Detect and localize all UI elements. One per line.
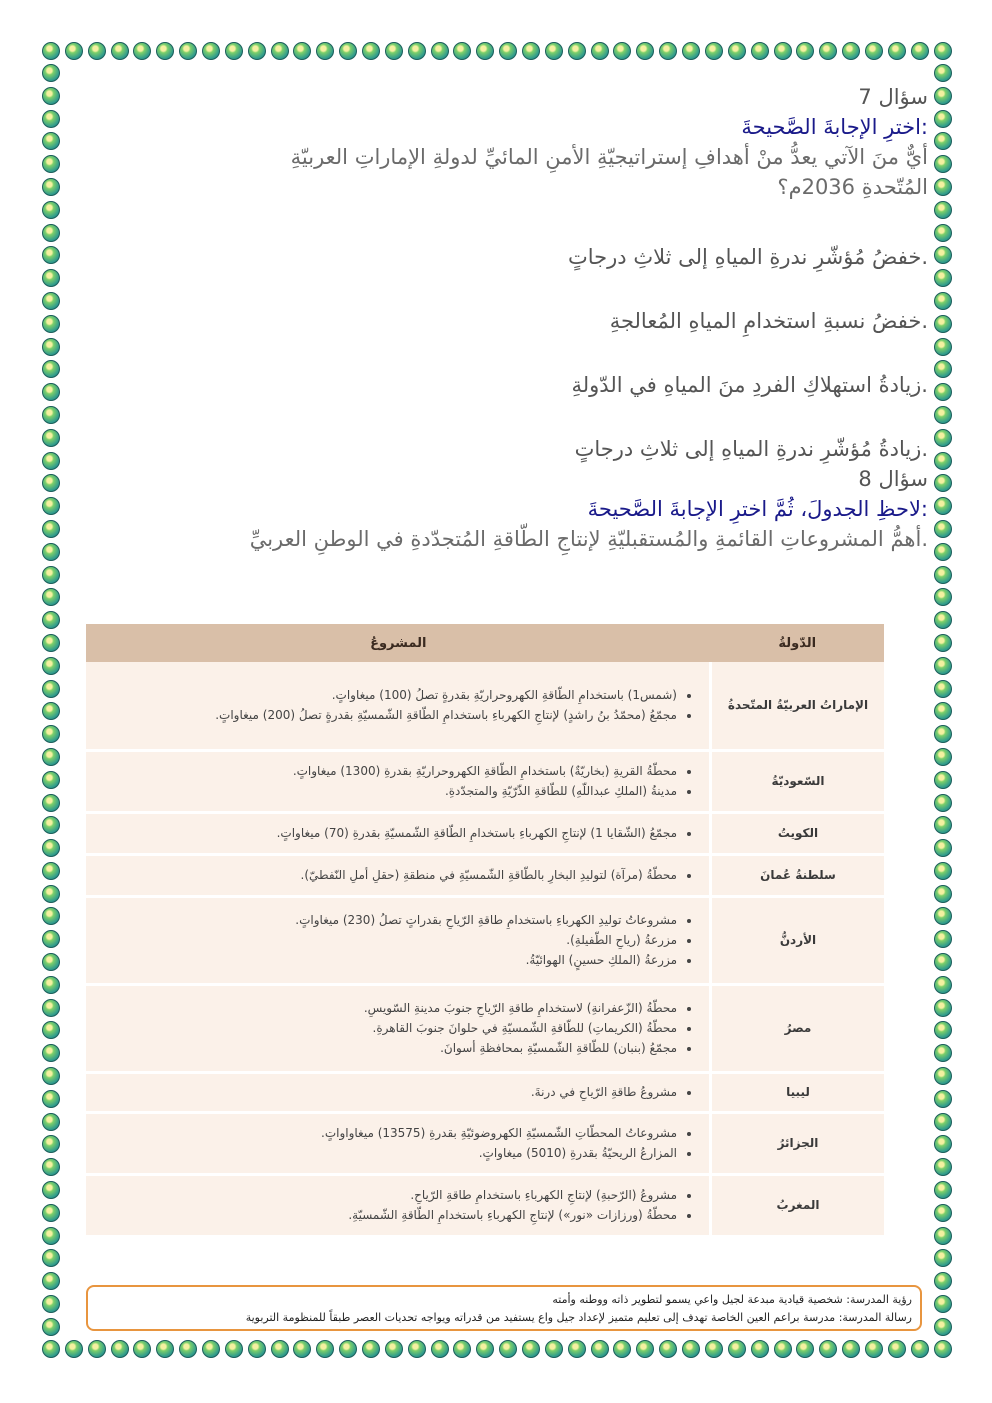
globe-icon bbox=[248, 1340, 266, 1358]
globe-icon bbox=[42, 680, 60, 698]
globe-icon bbox=[934, 1227, 952, 1245]
globe-icon bbox=[476, 1340, 494, 1358]
globe-icon bbox=[42, 155, 60, 173]
globe-icon bbox=[934, 1113, 952, 1131]
globe-icon bbox=[293, 42, 311, 60]
globe-icon bbox=[934, 748, 952, 766]
globe-icon bbox=[42, 816, 60, 834]
question-7-instruction: :اخترِ الإجابةَ الصَّحيحةَ bbox=[741, 115, 928, 139]
project-item: • محطّةُ (مرآة) لتوليدِ البخارِ بالطّاقةِ الشّمسيّةِ في منطقةِ (حقلِ أملِ النّفطيّ). bbox=[96, 865, 677, 885]
globe-icon bbox=[934, 1090, 952, 1108]
project-item: • مزرعةُ (الملكِ حسينٍ) الهوائيّةُ. bbox=[96, 950, 677, 970]
globe-icon bbox=[934, 1249, 952, 1267]
globe-icon bbox=[42, 269, 60, 287]
globe-icon bbox=[591, 1340, 609, 1358]
globe-icon bbox=[42, 246, 60, 264]
globe-icon bbox=[42, 1340, 60, 1358]
globe-icon bbox=[522, 1340, 540, 1358]
table-cell-country: سلطنةُ عُمانَ bbox=[711, 854, 885, 896]
globe-icon bbox=[934, 1044, 952, 1062]
table-row bbox=[86, 854, 884, 896]
header-country: الدّولةُ bbox=[711, 624, 885, 662]
globe-icon bbox=[796, 42, 814, 60]
globe-icon bbox=[42, 976, 60, 994]
globe-icon bbox=[934, 1318, 952, 1336]
border-left bbox=[42, 64, 60, 1336]
globe-icon bbox=[659, 1340, 677, 1358]
table-cell-project bbox=[86, 1112, 711, 1174]
globe-icon bbox=[819, 42, 837, 60]
globe-icon bbox=[453, 1340, 471, 1358]
globe-icon bbox=[934, 292, 952, 310]
table-cell-project bbox=[86, 1174, 711, 1236]
globe-icon bbox=[568, 1340, 586, 1358]
question-7-option-1[interactable]: .خفضُ مُؤشّرِ ندرةِ المياهِ إلى ثلاثِ درجاتٍ bbox=[568, 245, 928, 269]
globe-icon bbox=[42, 42, 60, 60]
globe-icon bbox=[796, 1340, 814, 1358]
project-item: • مدينةُ (الملكِ عبداللّهِ) للطّاقةِ الذّرّيّةِ والمتجدّدةِ. bbox=[96, 781, 677, 801]
border-bottom bbox=[42, 1340, 952, 1358]
table-cell-country: الإماراتُ العربيّةُ المتّحدةُ bbox=[711, 662, 885, 750]
project-item: • مشروعاتُ المحطّاتِ الشّمسيّةِ الكهروضوئيّةِ بقدرةِ (13575) ميغاواواتٍ. bbox=[96, 1123, 677, 1143]
globe-icon bbox=[934, 907, 952, 925]
globe-icon bbox=[545, 1340, 563, 1358]
question-8-instruction: :لاحظِ الجدولَ، ثُمَّ اخترِ الإجابةَ الصَّحيحةَ bbox=[587, 497, 928, 521]
table-row bbox=[86, 812, 884, 854]
project-item: • (شمس1) باستخدامِ الطّاقةِ الكهروحراريّةِ بقدرةٍ تصلُ (100) ميغاواتٍ. bbox=[96, 685, 677, 705]
globe-icon bbox=[545, 42, 563, 60]
globe-icon bbox=[613, 1340, 631, 1358]
globe-icon bbox=[316, 42, 334, 60]
project-item: • مشروعُ (الرّحبةِ) لإنتاجِ الكهرباءِ باستخدامِ طاقةِ الرّياحِ. bbox=[96, 1185, 677, 1205]
globe-icon bbox=[42, 748, 60, 766]
globe-icon bbox=[934, 634, 952, 652]
globe-icon bbox=[339, 42, 357, 60]
project-list bbox=[96, 998, 695, 1058]
globe-icon bbox=[568, 42, 586, 60]
globe-icon bbox=[42, 315, 60, 333]
table-cell-country: ليبيا bbox=[711, 1072, 885, 1112]
table-cell-country: السّعوديّةُ bbox=[711, 750, 885, 812]
globe-icon bbox=[728, 1340, 746, 1358]
globe-icon bbox=[934, 429, 952, 447]
table-cell-country: الكويتُ bbox=[711, 812, 885, 854]
globe-icon bbox=[934, 953, 952, 971]
globe-icon bbox=[728, 42, 746, 60]
globe-icon bbox=[362, 42, 380, 60]
globe-icon bbox=[636, 42, 654, 60]
globe-icon bbox=[42, 201, 60, 219]
globe-icon bbox=[934, 816, 952, 834]
globe-icon bbox=[133, 1340, 151, 1358]
globe-icon bbox=[934, 520, 952, 538]
globe-icon bbox=[819, 1340, 837, 1358]
globe-icon bbox=[934, 725, 952, 743]
table-row bbox=[86, 662, 884, 750]
globe-icon bbox=[42, 429, 60, 447]
globe-icon bbox=[42, 452, 60, 470]
globe-icon bbox=[42, 1158, 60, 1176]
globe-icon bbox=[499, 42, 517, 60]
globe-icon bbox=[42, 110, 60, 128]
globe-icon bbox=[42, 794, 60, 812]
table-row bbox=[86, 1112, 884, 1174]
globe-icon bbox=[934, 611, 952, 629]
globe-icon bbox=[42, 1113, 60, 1131]
globe-icon bbox=[42, 1295, 60, 1313]
project-list bbox=[96, 1185, 695, 1225]
globe-icon bbox=[202, 42, 220, 60]
globe-icon bbox=[934, 566, 952, 584]
globe-icon bbox=[42, 611, 60, 629]
table-cell-country: المغربُ bbox=[711, 1174, 885, 1236]
globe-icon bbox=[934, 338, 952, 356]
globe-icon bbox=[751, 42, 769, 60]
globe-icon bbox=[42, 87, 60, 105]
project-item: • محطّةُ القريةِ (بخاريّةٌ) باستخدامِ الطّاقةِ الكهروحراريّةِ بقدرةِ (1300) ميغاواتٍ. bbox=[96, 761, 677, 781]
globe-icon bbox=[431, 1340, 449, 1358]
globe-icon bbox=[362, 1340, 380, 1358]
globe-icon bbox=[774, 42, 792, 60]
globe-icon bbox=[934, 999, 952, 1017]
project-item: • المزارعُ الريحيّةُ بقدرةِ (5010) ميغاواتٍ. bbox=[96, 1143, 677, 1163]
project-item: • مجمّعُ (محمّدُ بنُ راشدٍ) لإنتاجِ الكهرباءِ باستخدامِ الطّاقةِ الشّمسيّةِ بقدرةٍ تصلُ (200) ميغاواتٍ. bbox=[96, 705, 677, 725]
globe-icon bbox=[339, 1340, 357, 1358]
globe-icon bbox=[248, 42, 266, 60]
globe-icon bbox=[42, 907, 60, 925]
globe-icon bbox=[65, 42, 83, 60]
globe-icon bbox=[934, 132, 952, 150]
globe-icon bbox=[934, 930, 952, 948]
globe-icon bbox=[934, 976, 952, 994]
globe-icon bbox=[42, 1318, 60, 1336]
question-8-number: سؤال 8 bbox=[858, 467, 928, 491]
globe-icon bbox=[156, 1340, 174, 1358]
globe-icon bbox=[42, 1227, 60, 1245]
globe-icon bbox=[271, 1340, 289, 1358]
globe-icon bbox=[682, 1340, 700, 1358]
table-cell-project bbox=[86, 750, 711, 812]
globe-icon bbox=[934, 862, 952, 880]
project-list bbox=[96, 823, 695, 843]
globe-icon bbox=[42, 657, 60, 675]
globe-icon bbox=[934, 1272, 952, 1290]
globe-icon bbox=[934, 224, 952, 242]
header-project: المشروعُ bbox=[86, 624, 711, 662]
globe-icon bbox=[179, 42, 197, 60]
globe-icon bbox=[42, 338, 60, 356]
globe-icon bbox=[42, 497, 60, 515]
globe-icon bbox=[476, 42, 494, 60]
globe-icon bbox=[42, 566, 60, 584]
table-cell-project bbox=[86, 812, 711, 854]
border-right bbox=[934, 64, 952, 1336]
globe-icon bbox=[934, 452, 952, 470]
globe-icon bbox=[934, 315, 952, 333]
globe-icon bbox=[705, 1340, 723, 1358]
globe-icon bbox=[42, 1181, 60, 1199]
globe-icon bbox=[42, 1272, 60, 1290]
globe-icon bbox=[934, 1067, 952, 1085]
globe-icon bbox=[225, 1340, 243, 1358]
globe-icon bbox=[751, 1340, 769, 1358]
globe-icon bbox=[842, 42, 860, 60]
table-cell-project bbox=[86, 1072, 711, 1112]
table-cell-project bbox=[86, 984, 711, 1072]
globe-icon bbox=[934, 680, 952, 698]
question-7-stem-line2: المُتّحدةِ 2036م؟ bbox=[777, 175, 928, 199]
globe-icon bbox=[934, 588, 952, 606]
globe-icon bbox=[934, 1340, 952, 1358]
globe-icon bbox=[934, 87, 952, 105]
project-item: • محطّةُ (الكريماتِ) للطّاقةِ الشّمسيّةِ في حلوانَ جنوبَ القاهرةِ. bbox=[96, 1018, 677, 1038]
globe-icon bbox=[42, 999, 60, 1017]
globe-icon bbox=[225, 42, 243, 60]
table-cell-project bbox=[86, 662, 711, 750]
globe-icon bbox=[42, 771, 60, 789]
globe-icon bbox=[293, 1340, 311, 1358]
project-list bbox=[96, 1082, 695, 1102]
question-7-stem-line1: أيٌّ منَ الآتي يعدُّ منْ أهدافِ إستراتيجيّةِ الأمنِ المائيِّ لدولةِ الإماراتِ العربيّةِ bbox=[290, 145, 928, 169]
project-list bbox=[96, 1123, 695, 1163]
globe-icon bbox=[42, 1021, 60, 1039]
globe-icon bbox=[934, 885, 952, 903]
globe-icon bbox=[42, 474, 60, 492]
globe-icon bbox=[42, 1090, 60, 1108]
globe-icon bbox=[42, 224, 60, 242]
globe-icon bbox=[88, 42, 106, 60]
question-7-option-4[interactable]: .زيادةُ مُؤشّرِ ندرةِ المياهِ إلى ثلاثِ درجاتٍ bbox=[574, 437, 928, 461]
globe-icon bbox=[42, 930, 60, 948]
globe-icon bbox=[865, 1340, 883, 1358]
globe-icon bbox=[934, 543, 952, 561]
globe-icon bbox=[934, 269, 952, 287]
table-cell-project bbox=[86, 854, 711, 896]
globe-icon bbox=[934, 771, 952, 789]
globe-icon bbox=[111, 1340, 129, 1358]
globe-icon bbox=[42, 1249, 60, 1267]
globe-icon bbox=[202, 1340, 220, 1358]
questions-content bbox=[60, 82, 928, 554]
globe-icon bbox=[934, 406, 952, 424]
globe-icon bbox=[911, 1340, 929, 1358]
globe-icon bbox=[179, 1340, 197, 1358]
globe-icon bbox=[42, 360, 60, 378]
globe-icon bbox=[42, 1067, 60, 1085]
globe-icon bbox=[888, 42, 906, 60]
globe-icon bbox=[42, 520, 60, 538]
globe-icon bbox=[271, 42, 289, 60]
border-top bbox=[42, 42, 952, 60]
project-item: • محطّةُ (ورزازات «نور») لإنتاجِ الكهرباءِ باستخدامِ الطّاقةِ الشّمسيّةِ. bbox=[96, 1205, 677, 1225]
globe-icon bbox=[156, 42, 174, 60]
table-row bbox=[86, 984, 884, 1072]
globe-icon bbox=[934, 1158, 952, 1176]
project-item: • محطّةُ (الزّعفرانةِ) لاستخدامِ طاقةِ الرّياحِ جنوبَ مدينةِ السّويسِ. bbox=[96, 998, 677, 1018]
globe-icon bbox=[316, 1340, 334, 1358]
globe-icon bbox=[42, 178, 60, 196]
globe-icon bbox=[934, 1204, 952, 1222]
table-cell-country: مصرُ bbox=[711, 984, 885, 1072]
question-7-number: سؤال 7 bbox=[858, 85, 928, 109]
table-row bbox=[86, 1174, 884, 1236]
globe-icon bbox=[934, 474, 952, 492]
project-list bbox=[96, 761, 695, 801]
globe-icon bbox=[385, 1340, 403, 1358]
globe-icon bbox=[65, 1340, 83, 1358]
globe-icon bbox=[705, 42, 723, 60]
globe-icon bbox=[934, 839, 952, 857]
school-footer bbox=[86, 1285, 922, 1331]
globe-icon bbox=[636, 1340, 654, 1358]
globe-icon bbox=[934, 246, 952, 264]
table-row bbox=[86, 1072, 884, 1112]
globe-icon bbox=[934, 702, 952, 720]
project-item: • مجمّعُ (الشّقايا 1) لإنتاجِ الكهرباءِ باستخدامِ الطّاقةِ الشّمسيّةِ بقدرةِ (70) ميغاواتٍ. bbox=[96, 823, 677, 843]
globe-icon bbox=[774, 1340, 792, 1358]
globe-icon bbox=[88, 1340, 106, 1358]
globe-icon bbox=[42, 64, 60, 82]
globe-icon bbox=[133, 42, 151, 60]
globe-icon bbox=[934, 1295, 952, 1313]
globe-icon bbox=[42, 406, 60, 424]
globe-icon bbox=[934, 201, 952, 219]
globe-icon bbox=[865, 42, 883, 60]
globe-icon bbox=[934, 794, 952, 812]
globe-icon bbox=[42, 132, 60, 150]
project-list bbox=[96, 865, 695, 885]
globe-icon bbox=[934, 110, 952, 128]
project-item: • مشروعاتُ توليدِ الكهرباءِ باستخدامِ طاقةِ الرّياحِ بقدراتٍ تصلُ (230) ميغاواتٍ. bbox=[96, 910, 677, 930]
globe-icon bbox=[42, 702, 60, 720]
globe-icon bbox=[42, 725, 60, 743]
globe-icon bbox=[42, 588, 60, 606]
globe-icon bbox=[888, 1340, 906, 1358]
globe-icon bbox=[42, 634, 60, 652]
globe-icon bbox=[111, 42, 129, 60]
globe-icon bbox=[431, 42, 449, 60]
table-header-row bbox=[86, 624, 884, 662]
globe-icon bbox=[42, 383, 60, 401]
globe-icon bbox=[42, 1044, 60, 1062]
globe-icon bbox=[934, 155, 952, 173]
globe-icon bbox=[42, 1204, 60, 1222]
project-item: • مزرعةُ (رياحِ الطّفيلةِ). bbox=[96, 930, 677, 950]
school-mission: رسالة المدرسة: مدرسة براعم العين الخاصة تهدف إلى تعليم متميز لإعداد جيل واع يستفيد من قدراته ويواجه تحديات العصر طبقاً للمنظومة التربوية bbox=[245, 1311, 912, 1324]
globe-icon bbox=[385, 42, 403, 60]
globe-icon bbox=[453, 42, 471, 60]
project-list bbox=[96, 910, 695, 970]
globe-icon bbox=[613, 42, 631, 60]
globe-icon bbox=[934, 497, 952, 515]
globe-icon bbox=[42, 953, 60, 971]
globe-icon bbox=[934, 64, 952, 82]
globe-icon bbox=[42, 839, 60, 857]
globe-icon bbox=[591, 42, 609, 60]
globe-icon bbox=[842, 1340, 860, 1358]
globe-icon bbox=[934, 360, 952, 378]
globe-icon bbox=[408, 42, 426, 60]
globe-icon bbox=[408, 1340, 426, 1358]
globe-icon bbox=[42, 292, 60, 310]
table-cell-country: الأردنُّ bbox=[711, 896, 885, 984]
globe-icon bbox=[42, 885, 60, 903]
globe-icon bbox=[42, 862, 60, 880]
globe-icon bbox=[659, 42, 677, 60]
globe-icon bbox=[934, 178, 952, 196]
globe-icon bbox=[934, 1181, 952, 1199]
project-list bbox=[96, 685, 695, 725]
globe-icon bbox=[499, 1340, 517, 1358]
globe-icon bbox=[934, 383, 952, 401]
question-7-option-2[interactable]: .خفضُ نسبةِ استخدامِ المياهِ المُعالجةِ bbox=[609, 309, 928, 333]
globe-icon bbox=[42, 543, 60, 561]
globe-icon bbox=[934, 42, 952, 60]
renewable-energy-table bbox=[86, 624, 884, 1238]
globe-icon bbox=[911, 42, 929, 60]
globe-icon bbox=[934, 657, 952, 675]
table-row bbox=[86, 896, 884, 984]
table-cell-country: الجزائرُ bbox=[711, 1112, 885, 1174]
question-7-option-3[interactable]: .زيادةُ استهلاكِ الفردِ منَ المياهِ في الدّولةِ bbox=[571, 373, 928, 397]
globe-icon bbox=[522, 42, 540, 60]
table-row bbox=[86, 750, 884, 812]
school-vision: رؤية المدرسة: شخصية قيادية مبدعة لجيل واعي يسمو لتطوير ذاته ووطنه وأمته bbox=[552, 1293, 912, 1306]
globe-icon bbox=[934, 1135, 952, 1153]
table-cell-project bbox=[86, 896, 711, 984]
project-item: • مشروعُ طاقةِ الرّياحِ في درنةَ. bbox=[96, 1082, 677, 1102]
globe-icon bbox=[42, 1135, 60, 1153]
globe-icon bbox=[682, 42, 700, 60]
globe-icon bbox=[934, 1021, 952, 1039]
project-item: • مجمّعُ (بنبان) للطّاقةِ الشّمسيّةِ بمحافظةِ أسوانَ. bbox=[96, 1038, 677, 1058]
question-8-stem: .أهمُّ المشروعاتِ القائمةِ والمُستقبليّةِ لإنتاجِ الطّاقةِ المُتجدّدةِ في الوطنِ العربيِّ bbox=[249, 527, 928, 551]
